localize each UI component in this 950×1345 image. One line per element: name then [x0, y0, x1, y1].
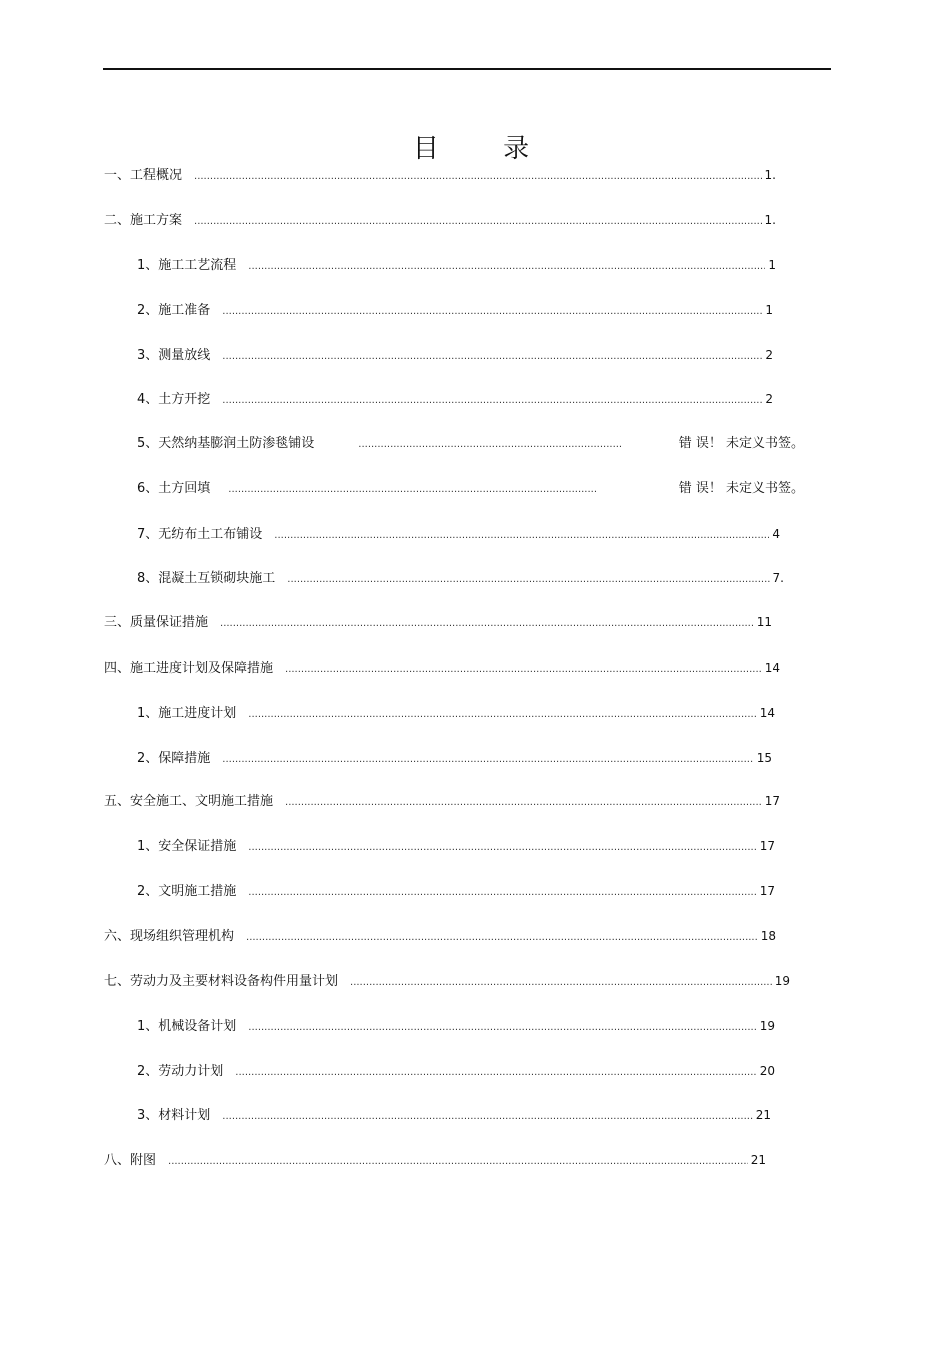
toc-entry-page: 1	[768, 258, 776, 272]
toc-entry-label: 1、施工工艺流程	[137, 258, 237, 273]
toc-entry-page: 19	[774, 974, 790, 988]
toc-entry-label: 三、质量保证措施	[104, 615, 209, 630]
toc-entry-page: 14	[764, 661, 780, 675]
toc-entry[interactable]	[104, 166, 776, 184]
toc-entry[interactable]	[137, 1017, 775, 1035]
toc-entry[interactable]	[137, 435, 804, 453]
toc-entry[interactable]	[104, 211, 776, 229]
toc-entry-page: 19	[759, 1019, 775, 1033]
toc-entry-page: 17	[759, 839, 775, 853]
toc-entry-label: 一、工程概况	[104, 168, 183, 183]
toc-entry-label: 八、附图	[104, 1153, 157, 1168]
toc-entry[interactable]	[137, 346, 773, 364]
toc-entry-page: 错 误！ 未定义书签。	[678, 436, 804, 451]
toc-title: 目 录	[412, 134, 558, 164]
toc-entry-label: 六、现场组织管理机构	[104, 929, 235, 944]
toc-entry-label: 5、天然纳基膨润土防渗毯铺设	[137, 436, 315, 451]
header-rule	[103, 68, 831, 70]
toc-dot-leader	[222, 1108, 752, 1126]
toc-entry[interactable]	[137, 390, 773, 408]
toc-dot-leader	[287, 571, 769, 589]
toc-dot-leader	[220, 615, 754, 633]
toc-entry[interactable]	[137, 301, 773, 319]
toc-entry[interactable]	[104, 659, 780, 677]
toc-entry-label: 4、土方开挖	[137, 392, 211, 407]
toc-entry-label: 3、测量放线	[137, 348, 211, 363]
toc-entry[interactable]	[137, 256, 776, 274]
toc-entry[interactable]	[104, 972, 790, 990]
toc-entry-label: 四、施工进度计划及保障措施	[104, 661, 274, 676]
toc-entry-label: 1、机械设备计划	[137, 1019, 237, 1034]
toc-entry-label: 二、施工方案	[104, 213, 183, 228]
toc-entry-page: 15	[756, 751, 772, 765]
toc-dot-leader	[228, 481, 596, 499]
toc-dot-leader	[248, 258, 765, 276]
toc-dot-leader	[168, 1153, 748, 1171]
toc-entry[interactable]	[137, 480, 804, 498]
toc-entry[interactable]	[137, 569, 784, 587]
toc-entry-page: 21	[755, 1108, 771, 1122]
toc-entry-label: 7、无纺布土工布铺设	[137, 527, 263, 542]
toc-entry-label: 1、施工进度计划	[137, 706, 237, 721]
toc-dot-leader	[350, 974, 772, 992]
toc-dot-leader	[222, 392, 762, 410]
toc-entry-page: 1	[765, 303, 773, 317]
toc-entry-page: 错 误！ 未定义书签。	[678, 481, 804, 496]
toc-entry-page: 1.	[764, 168, 776, 182]
toc-dot-leader	[358, 436, 622, 454]
toc-dot-leader	[222, 348, 762, 366]
toc-entry-page: 1.	[764, 213, 776, 227]
toc-entry[interactable]	[137, 837, 775, 855]
toc-entry-label: 1、安全保证措施	[137, 839, 237, 854]
toc-dot-leader	[285, 661, 762, 679]
toc-entry[interactable]	[104, 792, 780, 810]
toc-entry[interactable]	[137, 704, 775, 722]
toc-dot-leader	[274, 527, 769, 545]
toc-entry-page: 17	[764, 794, 780, 808]
toc-entry-label: 3、材料计划	[137, 1108, 211, 1123]
toc-dot-leader	[285, 794, 762, 812]
toc-dot-leader	[222, 303, 762, 321]
toc-entry-label: 2、保障措施	[137, 751, 211, 766]
toc-entry-page: 14	[759, 706, 775, 720]
toc-entry-label: 2、施工准备	[137, 303, 211, 318]
toc-entry[interactable]	[137, 749, 772, 767]
toc-dot-leader	[194, 213, 762, 231]
toc-entry[interactable]	[137, 1062, 775, 1080]
toc-entry-label: 五、安全施工、文明施工措施	[104, 794, 274, 809]
toc-entry-page: 21	[750, 1153, 766, 1167]
toc-entry-label: 2、文明施工措施	[137, 884, 237, 899]
toc-dot-leader	[246, 929, 758, 947]
toc-entry[interactable]	[104, 613, 772, 631]
toc-dot-leader	[248, 839, 756, 857]
toc-entry-page: 11	[756, 615, 772, 629]
toc-entry-page: 17	[759, 884, 775, 898]
toc-entry[interactable]	[104, 927, 776, 945]
toc-entry-label: 七、劳动力及主要材料设备构件用量计划	[104, 974, 339, 989]
toc-entry[interactable]	[137, 525, 780, 543]
toc-entry-label: 2、劳动力计划	[137, 1064, 224, 1079]
toc-dot-leader	[222, 751, 753, 769]
toc-entry-page: 7.	[772, 571, 784, 585]
toc-dot-leader	[248, 706, 756, 724]
toc-entry[interactable]	[137, 882, 775, 900]
toc-entry-page: 4	[772, 527, 780, 541]
toc-entry-page: 2	[765, 392, 773, 406]
toc-entry-label: 6、土方回填	[137, 481, 211, 496]
toc-entry[interactable]	[104, 1151, 766, 1169]
toc-dot-leader	[235, 1064, 756, 1082]
toc-entry-page: 18	[760, 929, 776, 943]
toc-dot-leader	[194, 168, 762, 186]
toc-entry-label: 8、混凝土互锁砌块施工	[137, 571, 276, 586]
toc-dot-leader	[248, 884, 756, 902]
toc-dot-leader	[248, 1019, 756, 1037]
toc-entry-page: 20	[759, 1064, 775, 1078]
toc-entry[interactable]	[137, 1106, 771, 1124]
toc-entry-page: 2	[765, 348, 773, 362]
